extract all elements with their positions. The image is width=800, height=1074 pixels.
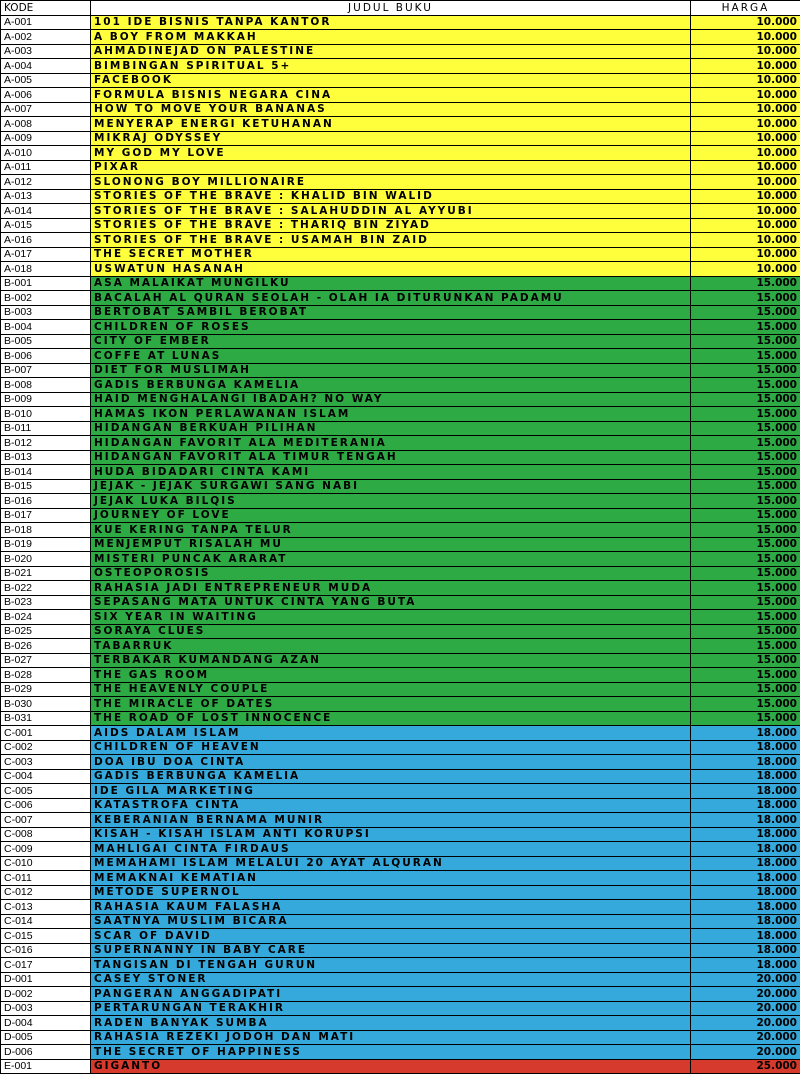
cell-price: 15.000 [691,465,800,480]
cell-title: JOURNEY OF LOVE [91,508,691,523]
cell-title: THE GAS ROOM [91,668,691,683]
cell-price: 15.000 [691,682,800,697]
cell-price: 15.000 [691,508,800,523]
cell-code: A-002 [1,30,91,45]
table-row [1,624,800,639]
cell-title: FORMULA BISNIS NEGARA CINA [91,88,691,103]
table-row [1,131,800,146]
cell-title: JEJAK - JEJAK SURGAWI SANG NABI [91,479,691,494]
cell-title: MENYERAP ENERGI KETUHANAN [91,117,691,132]
cell-price: 15.000 [691,276,800,291]
table-row [1,697,800,712]
cell-title: HIDANGAN FAVORIT ALA TIMUR TENGAH [91,450,691,465]
cell-code: C-006 [1,798,91,813]
table-row [1,160,800,175]
cell-price: 18.000 [691,914,800,929]
cell-price: 15.000 [691,624,800,639]
table-row [1,320,800,335]
table-row [1,233,800,248]
cell-code: A-005 [1,73,91,88]
table-row [1,581,800,596]
cell-price: 10.000 [691,88,800,103]
cell-code: B-006 [1,349,91,364]
table-row [1,856,800,871]
cell-code: B-016 [1,494,91,509]
cell-price: 10.000 [691,44,800,59]
cell-code: C-015 [1,929,91,944]
cell-price: 18.000 [691,784,800,799]
cell-title: HIDANGAN FAVORIT ALA MEDITERANIA [91,436,691,451]
cell-title: USWATUN HASANAH [91,262,691,277]
cell-price: 18.000 [691,958,800,973]
cell-price: 18.000 [691,798,800,813]
cell-title: IDE GILA MARKETING [91,784,691,799]
cell-code: C-016 [1,943,91,958]
table-row [1,1001,800,1016]
table-row [1,639,800,654]
table-row [1,494,800,509]
cell-title: METODE SUPERNOL [91,885,691,900]
cell-code: D-003 [1,1001,91,1016]
cell-title: FACEBOOK [91,73,691,88]
cell-code: B-019 [1,537,91,552]
cell-title: MY GOD MY LOVE [91,146,691,161]
cell-code: C-005 [1,784,91,799]
cell-title: THE SECRET MOTHER [91,247,691,262]
cell-title: DOA IBU DOA CINTA [91,755,691,770]
cell-title: STORIES OF THE BRAVE : KHALID BIN WALID [91,189,691,204]
table-row [1,465,800,480]
cell-price: 25.000 [691,1059,800,1074]
cell-title: SCAR OF DAVID [91,929,691,944]
table-row [1,842,800,857]
cell-title: 101 IDE BISNIS TANPA KANTOR [91,15,691,30]
table-row [1,885,800,900]
cell-title: KISAH - KISAH ISLAM ANTI KORUPSI [91,827,691,842]
cell-code: B-011 [1,421,91,436]
table-row [1,175,800,190]
cell-price: 20.000 [691,987,800,1002]
cell-code: D-005 [1,1030,91,1045]
table-row [1,827,800,842]
cell-code: B-025 [1,624,91,639]
cell-code: B-007 [1,363,91,378]
cell-code: B-024 [1,610,91,625]
table-row [1,711,800,726]
header-code: KODE [1,1,91,16]
cell-title: MAHLIGAI CINTA FIRDAUS [91,842,691,857]
table-row [1,682,800,697]
cell-title: STORIES OF THE BRAVE : SALAHUDDIN AL AYYUBI [91,204,691,219]
cell-price: 15.000 [691,407,800,422]
cell-code: A-011 [1,160,91,175]
cell-code: A-017 [1,247,91,262]
cell-code: A-014 [1,204,91,219]
cell-code: D-006 [1,1045,91,1060]
cell-title: PERTARUNGAN TERAKHIR [91,1001,691,1016]
cell-code: B-020 [1,552,91,567]
cell-price: 15.000 [691,349,800,364]
cell-title: STORIES OF THE BRAVE : USAMAH BIN ZAID [91,233,691,248]
cell-price: 10.000 [691,175,800,190]
cell-code: E-001 [1,1059,91,1074]
cell-title: MEMAHAMI ISLAM MELALUI 20 AYAT ALQURAN [91,856,691,871]
table-row [1,537,800,552]
table-row [1,508,800,523]
cell-price: 15.000 [691,334,800,349]
cell-code: C-001 [1,726,91,741]
header-row [1,1,800,16]
cell-price: 10.000 [691,117,800,132]
cell-title: TANGISAN DI TENGAH GURUN [91,958,691,973]
table-row [1,552,800,567]
cell-title: THE MIRACLE OF DATES [91,697,691,712]
table-row [1,102,800,117]
table-row [1,871,800,886]
cell-title: SIX YEAR IN WAITING [91,610,691,625]
cell-price: 10.000 [691,15,800,30]
cell-price: 10.000 [691,131,800,146]
cell-title: MISTERI PUNCAK ARARAT [91,552,691,567]
table-row [1,987,800,1002]
cell-title: THE HEAVENLY COUPLE [91,682,691,697]
cell-title: KEBERANIAN BERNAMA MUNIR [91,813,691,828]
cell-price: 15.000 [691,668,800,683]
cell-code: B-010 [1,407,91,422]
cell-price: 15.000 [691,291,800,306]
cell-code: C-014 [1,914,91,929]
cell-price: 15.000 [691,610,800,625]
cell-price: 10.000 [691,146,800,161]
cell-price: 15.000 [691,537,800,552]
cell-code: C-011 [1,871,91,886]
cell-code: D-004 [1,1016,91,1031]
table-row [1,349,800,364]
cell-title: OSTEOPOROSIS [91,566,691,581]
cell-title: RAHASIA REZEKI JODOH DAN MATI [91,1030,691,1045]
cell-price: 10.000 [691,160,800,175]
table-row [1,436,800,451]
cell-price: 18.000 [691,755,800,770]
cell-price: 15.000 [691,581,800,596]
table-body [1,15,800,1074]
cell-code: B-030 [1,697,91,712]
cell-price: 18.000 [691,813,800,828]
cell-price: 15.000 [691,378,800,393]
cell-code: A-015 [1,218,91,233]
cell-price: 15.000 [691,653,800,668]
cell-code: B-004 [1,320,91,335]
table-row [1,407,800,422]
cell-price: 18.000 [691,943,800,958]
cell-price: 15.000 [691,479,800,494]
cell-title: BERTOBAT SAMBIL BEROBAT [91,305,691,320]
cell-title: A BOY FROM MAKKAH [91,30,691,45]
cell-code: C-009 [1,842,91,857]
table-row [1,653,800,668]
table-row [1,1059,800,1074]
cell-price: 18.000 [691,842,800,857]
cell-code: B-029 [1,682,91,697]
cell-title: MEMAKNAI KEMATIAN [91,871,691,886]
cell-code: A-012 [1,175,91,190]
table-row [1,378,800,393]
cell-code: B-022 [1,581,91,596]
cell-code: C-017 [1,958,91,973]
cell-price: 18.000 [691,871,800,886]
table-row [1,73,800,88]
table-row [1,1030,800,1045]
table-row [1,334,800,349]
cell-title: RADEN BANYAK SUMBA [91,1016,691,1031]
cell-price: 15.000 [691,711,800,726]
header-title: JUDUL BUKU [91,1,691,16]
cell-price: 15.000 [691,421,800,436]
cell-title: STORIES OF THE BRAVE : THARIQ BIN ZIYAD [91,218,691,233]
cell-price: 15.000 [691,595,800,610]
cell-code: B-002 [1,291,91,306]
cell-title: HAID MENGHALANGI IBADAH? NO WAY [91,392,691,407]
table-row [1,914,800,929]
cell-price: 20.000 [691,972,800,987]
cell-title: KATASTROFA CINTA [91,798,691,813]
cell-price: 10.000 [691,30,800,45]
cell-title: SEPASANG MATA UNTUK CINTA YANG BUTA [91,595,691,610]
cell-price: 15.000 [691,320,800,335]
cell-price: 20.000 [691,1016,800,1031]
cell-title: SUPERNANNY IN BABY CARE [91,943,691,958]
cell-code: A-008 [1,117,91,132]
header-price: HARGA [691,1,800,16]
cell-code: C-012 [1,885,91,900]
cell-code: B-017 [1,508,91,523]
cell-title: DIET FOR MUSLIMAH [91,363,691,378]
cell-code: B-001 [1,276,91,291]
table-row [1,1045,800,1060]
cell-code: C-010 [1,856,91,871]
cell-price: 18.000 [691,827,800,842]
cell-code: C-007 [1,813,91,828]
table-row [1,784,800,799]
table-row [1,276,800,291]
table-row [1,262,800,277]
cell-title: SLONONG BOY MILLIONAIRE [91,175,691,190]
table-row [1,15,800,30]
table-row [1,204,800,219]
cell-title: MIKRAJ ODYSSEY [91,131,691,146]
cell-title: ASA MALAIKAT MUNGILKU [91,276,691,291]
cell-title: BIMBINGAN SPIRITUAL 5+ [91,59,691,74]
cell-code: A-006 [1,88,91,103]
cell-code: B-008 [1,378,91,393]
cell-title: HOW TO MOVE YOUR BANANAS [91,102,691,117]
cell-title: SORAYA CLUES [91,624,691,639]
cell-title: TABARRUK [91,639,691,654]
cell-price: 10.000 [691,73,800,88]
cell-title: AHMADINEJAD ON PALESTINE [91,44,691,59]
table-row [1,566,800,581]
table-row [1,146,800,161]
cell-code: B-003 [1,305,91,320]
table-row [1,798,800,813]
cell-title: PANGERAN ANGGADIPATI [91,987,691,1002]
table-row [1,740,800,755]
cell-price: 18.000 [691,900,800,915]
cell-price: 15.000 [691,523,800,538]
cell-code: A-016 [1,233,91,248]
cell-price: 18.000 [691,740,800,755]
cell-code: B-009 [1,392,91,407]
table-row [1,421,800,436]
cell-price: 18.000 [691,929,800,944]
table-row [1,755,800,770]
table-header [1,1,800,16]
cell-code: A-004 [1,59,91,74]
cell-code: C-003 [1,755,91,770]
cell-price: 15.000 [691,494,800,509]
cell-code: A-007 [1,102,91,117]
cell-title: CASEY STONER [91,972,691,987]
table-row [1,769,800,784]
cell-price: 15.000 [691,697,800,712]
cell-title: COFFE AT LUNAS [91,349,691,364]
table-row [1,247,800,262]
cell-title: PIXAR [91,160,691,175]
cell-code: C-002 [1,740,91,755]
table-row [1,929,800,944]
table-row [1,117,800,132]
cell-code: B-012 [1,436,91,451]
table-row [1,291,800,306]
cell-title: GADIS BERBUNGA KAMELIA [91,378,691,393]
table-row [1,305,800,320]
table-row [1,523,800,538]
cell-price: 15.000 [691,392,800,407]
cell-title: TERBAKAR KUMANDANG AZAN [91,653,691,668]
cell-price: 10.000 [691,204,800,219]
cell-price: 15.000 [691,566,800,581]
table-row [1,726,800,741]
cell-price: 10.000 [691,189,800,204]
cell-title: THE SECRET OF HAPPINESS [91,1045,691,1060]
cell-title: KUE KERING TANPA TELUR [91,523,691,538]
cell-price: 15.000 [691,305,800,320]
cell-title: CITY OF EMBER [91,334,691,349]
cell-title: CHILDREN OF HEAVEN [91,740,691,755]
cell-title: HUDA BIDADARI CINTA KAMI [91,465,691,480]
table-row [1,88,800,103]
cell-title: SAATNYA MUSLIM BICARA [91,914,691,929]
cell-code: B-023 [1,595,91,610]
cell-code: A-010 [1,146,91,161]
cell-title: CHILDREN OF ROSES [91,320,691,335]
cell-price: 10.000 [691,262,800,277]
cell-price: 20.000 [691,1001,800,1016]
table-row [1,479,800,494]
cell-title: GADIS BERBUNGA KAMELIA [91,769,691,784]
cell-price: 15.000 [691,450,800,465]
cell-price: 15.000 [691,552,800,567]
cell-title: THE ROAD OF LOST INNOCENCE [91,711,691,726]
cell-price: 10.000 [691,233,800,248]
cell-price: 15.000 [691,639,800,654]
cell-price: 10.000 [691,247,800,262]
cell-title: AIDS DALAM ISLAM [91,726,691,741]
cell-title: JEJAK LUKA BILQIS [91,494,691,509]
cell-price: 18.000 [691,726,800,741]
table-row [1,813,800,828]
table-row [1,189,800,204]
cell-code: A-018 [1,262,91,277]
table-row [1,218,800,233]
table-row [1,1016,800,1031]
table-row [1,668,800,683]
cell-code: C-013 [1,900,91,915]
table-row [1,59,800,74]
cell-code: A-003 [1,44,91,59]
cell-code: A-013 [1,189,91,204]
cell-price: 18.000 [691,856,800,871]
cell-title: BACALAH AL QURAN SEOLAH - OLAH IA DITURUNKAN PADAMU [91,291,691,306]
cell-price: 15.000 [691,436,800,451]
cell-code: B-018 [1,523,91,538]
table-row [1,958,800,973]
cell-title: RAHASIA JADI ENTREPRENEUR MUDA [91,581,691,596]
cell-title: HAMAS IKON PERLAWANAN ISLAM [91,407,691,422]
cell-price: 15.000 [691,363,800,378]
cell-price: 18.000 [691,769,800,784]
cell-code: B-026 [1,639,91,654]
cell-title: MENJEMPUT RISALAH MU [91,537,691,552]
table-row [1,44,800,59]
table-row [1,30,800,45]
table-row [1,363,800,378]
cell-code: C-004 [1,769,91,784]
table-row [1,450,800,465]
table-row [1,972,800,987]
cell-code: B-027 [1,653,91,668]
cell-price: 10.000 [691,59,800,74]
cell-code: B-014 [1,465,91,480]
cell-code: C-008 [1,827,91,842]
table-row [1,595,800,610]
cell-code: B-031 [1,711,91,726]
cell-price: 20.000 [691,1030,800,1045]
cell-code: B-028 [1,668,91,683]
cell-code: D-002 [1,987,91,1002]
table-row [1,900,800,915]
cell-code: B-005 [1,334,91,349]
cell-price: 10.000 [691,102,800,117]
cell-price: 10.000 [691,218,800,233]
cell-title: RAHASIA KAUM FALASHA [91,900,691,915]
cell-code: A-009 [1,131,91,146]
cell-code: B-015 [1,479,91,494]
cell-code: A-001 [1,15,91,30]
table-row [1,610,800,625]
table-row [1,943,800,958]
table-row [1,392,800,407]
cell-code: B-013 [1,450,91,465]
cell-title: GIGANTO [91,1059,691,1074]
cell-code: D-001 [1,972,91,987]
cell-title: HIDANGAN BERKUAH PILIHAN [91,421,691,436]
cell-price: 18.000 [691,885,800,900]
cell-price: 20.000 [691,1045,800,1060]
cell-code: B-021 [1,566,91,581]
